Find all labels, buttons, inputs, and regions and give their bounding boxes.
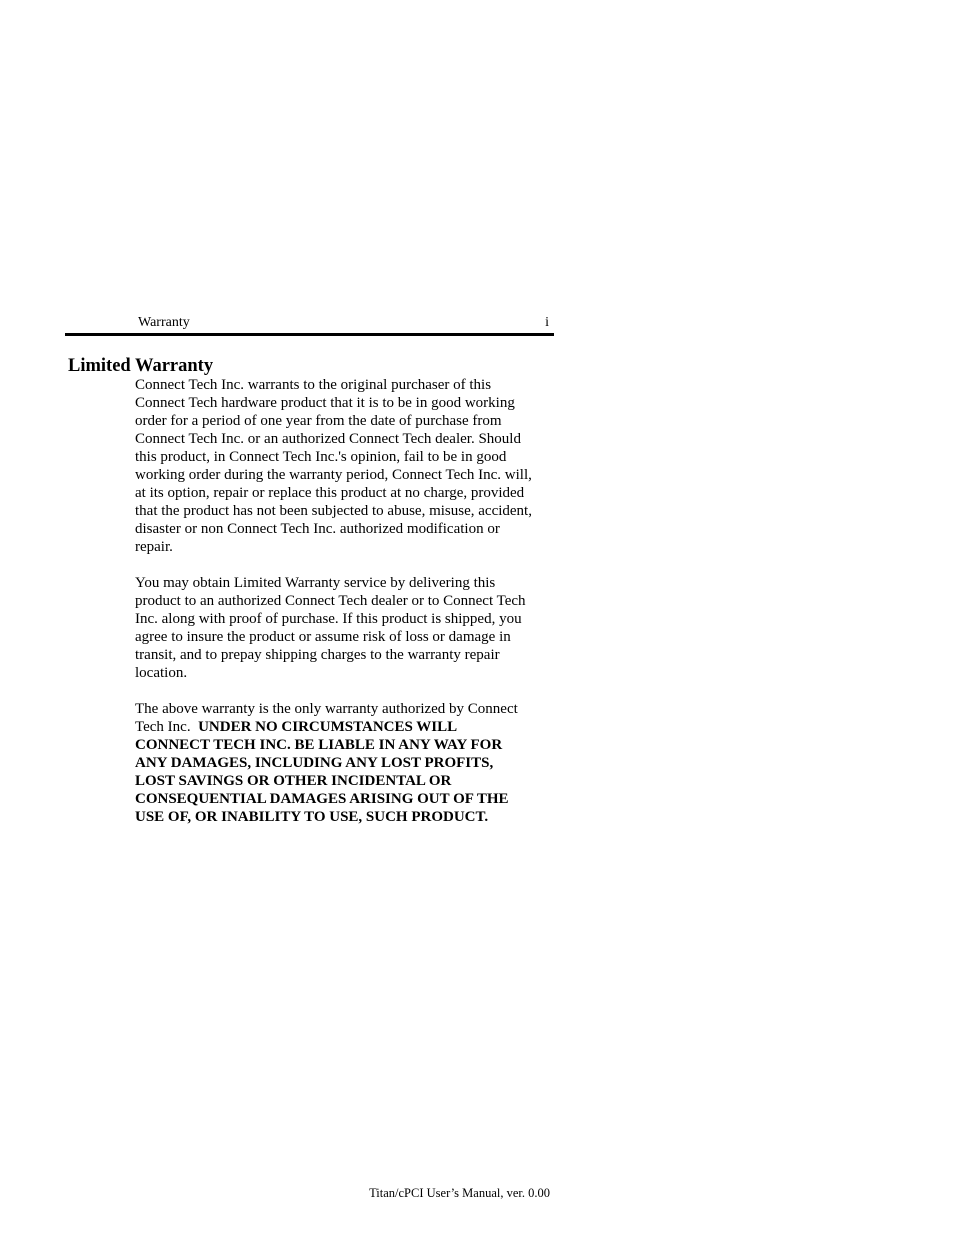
paragraph-coverage — [135, 376, 555, 556]
text-line: Connect Tech hardware product that it is to be in good working — [135, 395, 515, 411]
disclaimer-line: LOST SAVINGS OR OTHER INCIDENTAL OR — [135, 773, 452, 789]
text-segment: Tech Inc. — [135, 719, 199, 735]
warranty-body — [135, 376, 555, 844]
text-line: order for a period of one year from the date of purchase from — [135, 413, 502, 429]
text-line: location. — [135, 665, 188, 681]
running-footer: Titan/cPCI User’s Manual, ver. 0.00 — [369, 1186, 550, 1200]
disclaimer-text: UNDER NO CIRCUMSTANCES WILL — [198, 719, 458, 735]
text-line: The above warranty is the only warranty authorized by Connect — [135, 701, 518, 717]
text-line: that the product has not been subjected to abuse, misuse, accident, — [135, 503, 532, 519]
text-line: working order during the warranty period, Connect Tech Inc. will, — [135, 467, 532, 483]
paragraph-liability — [135, 700, 555, 826]
text-line: transit, and to prepay shipping charges to the warranty repair — [135, 647, 500, 663]
text-line: agree to insure the product or assume risk of loss or damage in — [135, 629, 511, 645]
section-heading: Limited Warranty — [68, 356, 214, 376]
text-line: at its option, repair or replace this product at no charge, provided — [135, 485, 525, 501]
disclaimer-line: USE OF, OR INABILITY TO USE, SUCH PRODUCT. — [135, 809, 489, 825]
paragraph-service — [135, 574, 555, 682]
text-line: Inc. along with proof of purchase. If this product is shipped, you — [135, 611, 522, 627]
text-line: repair. — [135, 539, 173, 555]
text-line: this product, in Connect Tech Inc.'s opinion, fail to be in good — [135, 449, 507, 465]
running-header — [65, 312, 554, 336]
text-line: product to an authorized Connect Tech dealer or to Connect Tech — [135, 593, 526, 609]
page-number: i — [545, 315, 549, 330]
header-title: Warranty — [138, 315, 190, 330]
text-line: Connect Tech Inc. or an authorized Connect Tech dealer. Should — [135, 431, 521, 447]
disclaimer-line: CONNECT TECH INC. BE LIABLE IN ANY WAY FOR — [135, 737, 503, 753]
text-line: disaster or non Connect Tech Inc. authorized modification or — [135, 521, 500, 537]
text-line-mixed — [135, 718, 555, 736]
text-line: Connect Tech Inc. warrants to the original purchaser of this — [135, 377, 492, 393]
disclaimer-line: ANY DAMAGES, INCLUDING ANY LOST PROFITS, — [135, 755, 494, 771]
disclaimer-line: CONSEQUENTIAL DAMAGES ARISING OUT OF THE — [135, 791, 509, 807]
text-line: You may obtain Limited Warranty service by delivering this — [135, 575, 496, 591]
